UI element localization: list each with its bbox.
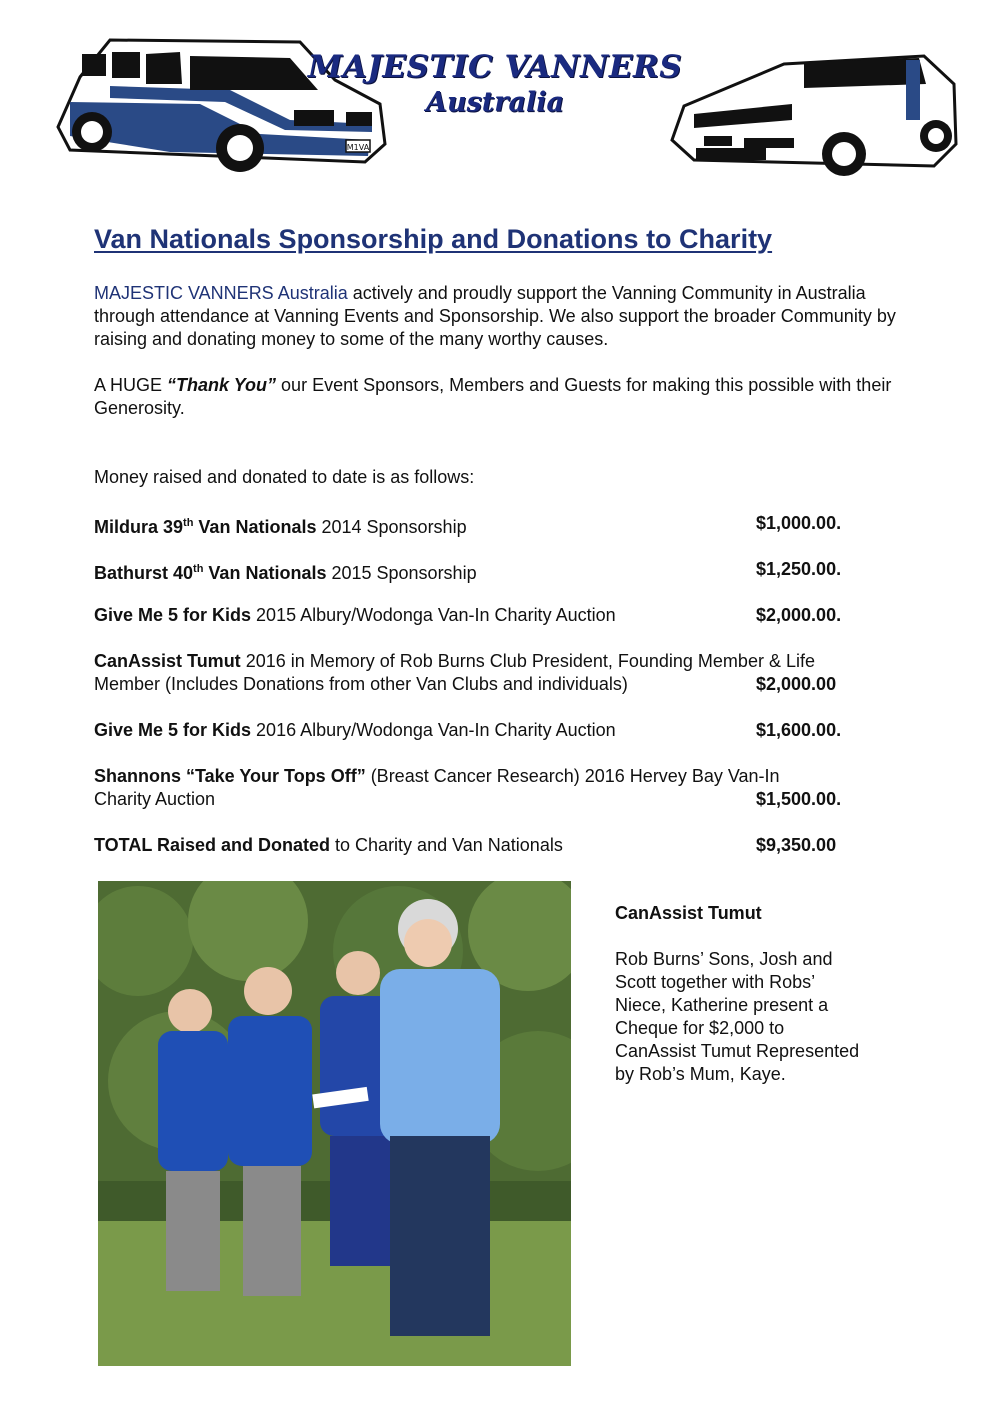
thanks-emphasis: “Thank You” bbox=[167, 375, 277, 395]
donation-description-line2: Charity Auction bbox=[94, 789, 216, 809]
van-illustration-right bbox=[664, 44, 962, 184]
thanks-before: A HUGE bbox=[94, 375, 168, 395]
donation-event: Shannons “Take Your Tops Off” bbox=[94, 766, 366, 786]
donation-total bbox=[94, 834, 909, 857]
brand-line-1: MAJESTIC VANNERS bbox=[307, 49, 683, 85]
brand-line-2: Australia bbox=[426, 87, 564, 118]
donation-description: 2014 Sponsorship bbox=[316, 517, 467, 537]
brand-logo-text bbox=[300, 48, 690, 120]
org-name: MAJESTIC VANNERS Australia bbox=[94, 283, 348, 303]
donation-description: (Breast Cancer Research) 2016 Hervey Bay Van-In bbox=[365, 766, 780, 786]
donation-event: Give Me 5 for Kids bbox=[94, 605, 252, 625]
donation-item bbox=[94, 650, 909, 696]
cheque-presentation-photo bbox=[98, 881, 571, 1366]
donation-event-suffix: Van Nationals bbox=[193, 517, 317, 537]
donation-event: CanAssist Tumut bbox=[94, 651, 241, 671]
total-amount: $9,350.00 bbox=[756, 835, 837, 855]
donation-item bbox=[94, 604, 909, 627]
donation-description: 2015 Albury/Wodonga Van-In Charity Auction bbox=[251, 605, 616, 625]
caption-line: Rob Burns’ Sons, Josh and bbox=[615, 949, 833, 969]
donation-amount: $1,000.00. bbox=[756, 513, 842, 533]
donation-event: Mildura 39 bbox=[94, 517, 184, 537]
donation-description: 2015 Sponsorship bbox=[326, 563, 477, 583]
donation-description-line2: Member (Includes Donations from other Van Clubs and individuals) bbox=[94, 674, 628, 694]
caption-line: Scott together with Robs’ bbox=[615, 972, 816, 992]
caption-line: by Rob’s Mum, Kaye. bbox=[615, 1064, 786, 1084]
donation-amount: $2,000.00. bbox=[756, 605, 842, 625]
donation-description: 2016 Albury/Wodonga Van-In Charity Auction bbox=[251, 720, 616, 740]
donation-item bbox=[94, 719, 909, 742]
donation-item bbox=[94, 765, 909, 811]
total-description: to Charity and Van Nationals bbox=[330, 835, 563, 855]
donation-event: Give Me 5 for Kids bbox=[94, 720, 252, 740]
donation-item bbox=[94, 512, 909, 539]
caption-line: CanAssist Tumut Represented bbox=[615, 1041, 860, 1061]
donation-amount: $1,600.00. bbox=[756, 720, 842, 740]
plate-text: M1VA bbox=[346, 143, 370, 152]
caption-line: Niece, Katherine present a bbox=[615, 995, 829, 1015]
intro-paragraph bbox=[94, 282, 904, 351]
thanks-paragraph bbox=[94, 374, 904, 420]
ordinal-suffix: th bbox=[183, 517, 194, 529]
intro-text: actively and proudly support the Vanning Community in Australia through attendance at Vanning Events and Sponsorship. We also support the broader Community by raising and donating money to some of the many worthy causes. bbox=[94, 283, 896, 349]
donation-amount: $1,250.00. bbox=[756, 559, 842, 579]
caption-line: Cheque for $2,000 to bbox=[615, 1018, 785, 1038]
money-intro: Money raised and donated to date is as follows: bbox=[94, 467, 475, 487]
caption-title: CanAssist Tumut bbox=[615, 903, 762, 923]
donation-item bbox=[94, 558, 909, 585]
total-label: TOTAL Raised and Donated bbox=[94, 835, 331, 855]
donation-event-suffix: Van Nationals bbox=[203, 563, 327, 583]
page-header bbox=[0, 0, 992, 200]
ordinal-suffix: th bbox=[193, 563, 204, 575]
donation-description: 2016 in Memory of Rob Burns Club President, Founding Member & Life bbox=[240, 651, 815, 671]
donation-amount: $1,500.00. bbox=[756, 789, 842, 809]
photo-caption bbox=[615, 902, 915, 1086]
page-title: Van Nationals Sponsorship and Donations to Charity bbox=[94, 224, 773, 254]
thanks-after: our Event Sponsors, Members and Guests for making this possible with their Generosity. bbox=[94, 375, 892, 418]
donation-amount: $2,000.00 bbox=[756, 674, 837, 694]
donation-event: Bathurst 40 bbox=[94, 563, 194, 583]
